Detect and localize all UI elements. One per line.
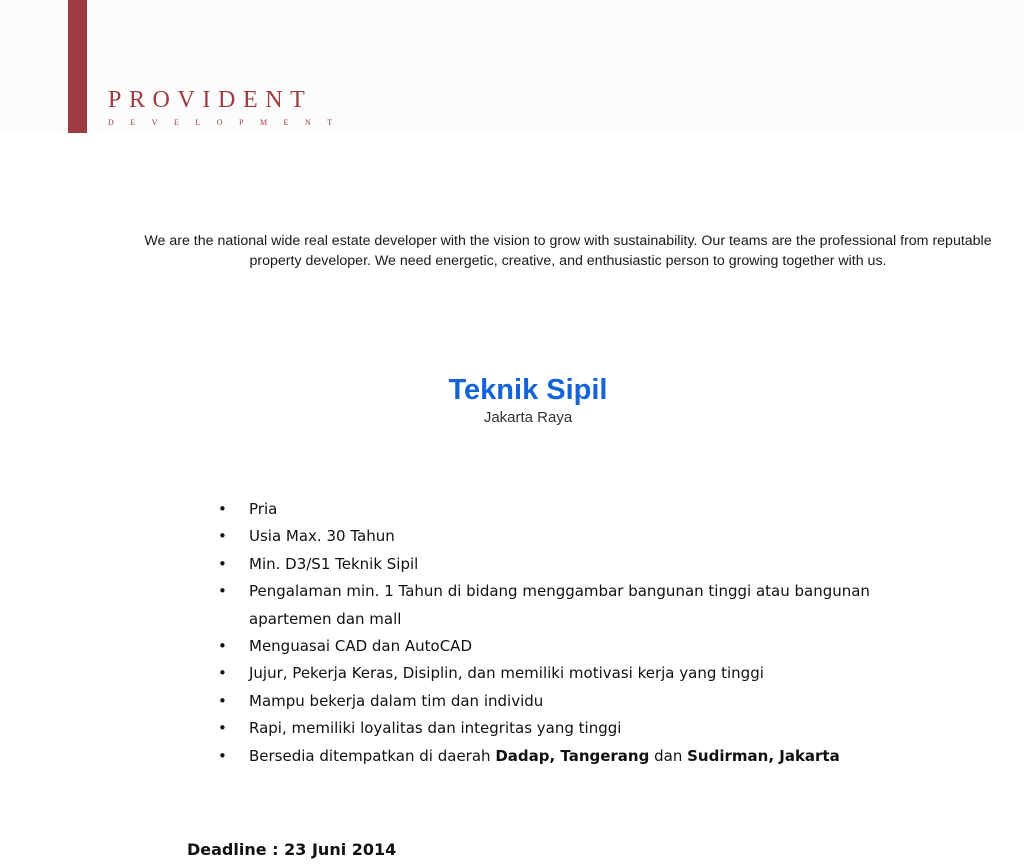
bullet-icon: • — [218, 637, 227, 656]
requirement-item-placement — [214, 743, 914, 770]
requirement-item — [214, 496, 914, 523]
job-location: Jakarta Raya — [483, 409, 573, 426]
company-intro: We are the national wide real estate developer with the vision to grow with sustainability. Our teams are the professional from reputable property developer. We need energetic, creative, and enthusiastic person to growing together with us. — [144, 233, 992, 269]
brand-accent-bar — [68, 0, 87, 133]
requirement-item — [214, 523, 914, 550]
requirement-item — [214, 551, 914, 578]
requirement-item — [214, 660, 914, 687]
requirement-connector: dan — [649, 746, 688, 765]
requirement-text: Menguasai CAD dan AutoCAD — [249, 637, 472, 656]
logo-subtitle: DEVELOPMENT — [108, 118, 349, 127]
requirement-text: Bersedia ditempatkan di daerah — [249, 746, 496, 765]
job-title: Teknik Sipil — [448, 374, 608, 406]
application-deadline: Deadline : 23 Juni 2014 — [187, 840, 397, 859]
bullet-icon: • — [218, 719, 227, 738]
bullet-icon: • — [218, 691, 227, 710]
bullet-icon: • — [218, 527, 227, 546]
requirement-text: Min. D3/S1 Teknik Sipil — [249, 554, 419, 573]
requirement-item — [214, 688, 914, 715]
requirement-text: Jujur, Pekerja Keras, Disiplin, dan memiliki motivasi kerja yang tinggi — [249, 664, 764, 683]
requirement-text: Pengalaman min. 1 Tahun di bidang menggambar bangunan tinggi atau bangunan apartemen dan mall — [249, 582, 870, 628]
company-logo — [108, 86, 348, 128]
requirement-item — [214, 633, 914, 660]
bullet-icon: • — [218, 746, 227, 765]
placement-location-dadap: Dadap, Tangerang — [495, 746, 650, 765]
requirement-item — [214, 715, 914, 742]
requirement-text: Mampu bekerja dalam tim dan individu — [249, 691, 544, 710]
requirements-list — [214, 496, 914, 770]
requirement-text: Rapi, memiliki loyalitas dan integritas yang tinggi — [249, 719, 622, 738]
bullet-icon: • — [218, 554, 227, 573]
bullet-icon: • — [218, 582, 227, 601]
logo-wordmark: PROVIDENT — [108, 87, 313, 113]
bullet-icon: • — [218, 664, 227, 683]
bullet-icon: • — [218, 500, 227, 518]
requirement-text: Pria — [249, 500, 278, 518]
placement-location-sudirman: Sudirman, Jakarta — [687, 746, 840, 765]
requirement-item — [214, 578, 914, 633]
requirement-text: Usia Max. 30 Tahun — [249, 527, 395, 546]
